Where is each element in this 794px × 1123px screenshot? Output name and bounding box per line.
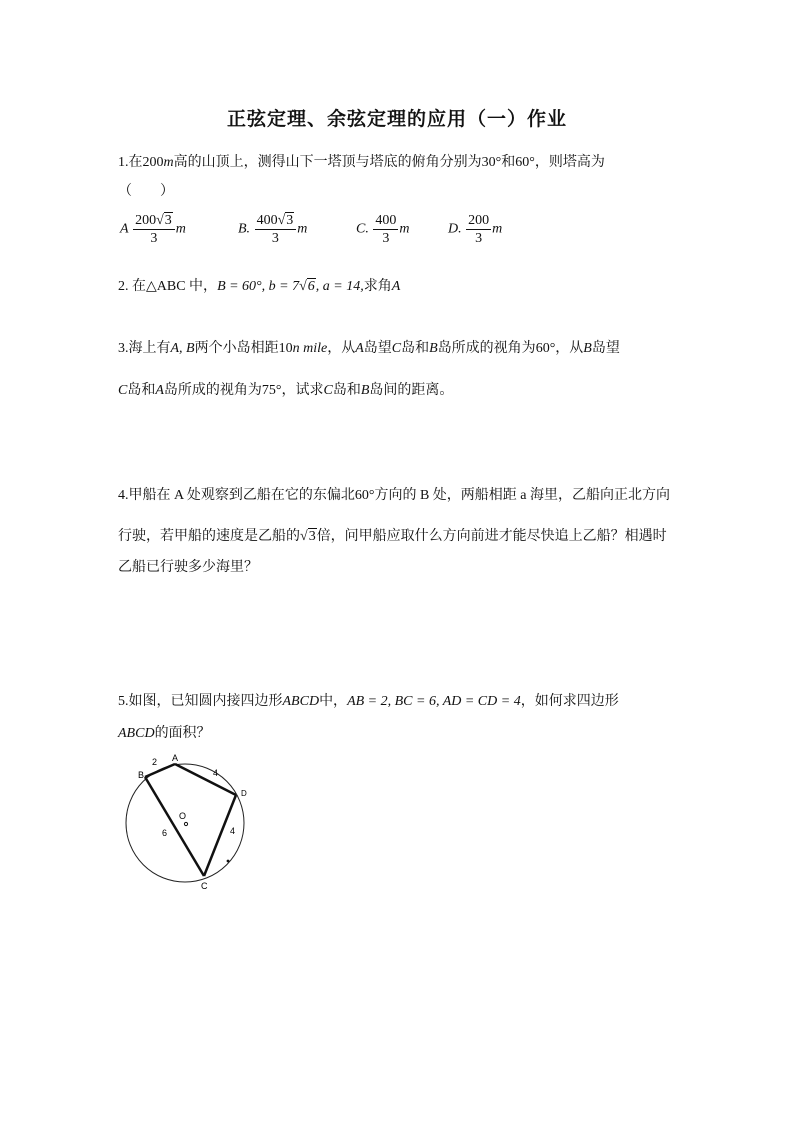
fraction: $\frac{400√3}{3}$: [255, 212, 297, 247]
page-title: 正弦定理、余弦定理的应用（一）作业: [226, 108, 567, 130]
center-point: [184, 822, 187, 825]
q1-text: 高的山顶上，测得山下一塔顶与塔底的俯角分别为: [173, 155, 482, 170]
question-5-line-2: [118, 722, 211, 742]
q3-text: 岛望: [591, 341, 620, 356]
radicand: 3: [164, 213, 172, 228]
fraction: [373, 212, 398, 247]
side-length-cd: 4: [230, 826, 236, 836]
q3-text: 两个小岛相距: [194, 341, 279, 356]
q3-var: B: [429, 341, 438, 356]
choice-unit: m: [297, 221, 308, 237]
q2-text: 2. 在△ABC 中，: [118, 279, 218, 294]
q3-unit: n mile: [292, 341, 328, 356]
q3-var: C: [323, 383, 333, 398]
question-1-line-1: [118, 151, 605, 171]
choice-unit: m: [399, 221, 410, 237]
q1-choice-d: [448, 212, 502, 247]
q2-variable: A: [391, 279, 401, 294]
q3-angle: 75°: [261, 383, 282, 398]
q1-angle-1: 30°: [481, 155, 502, 170]
q3-var: A: [355, 341, 364, 356]
q5-text: 的面积？: [154, 726, 211, 741]
choice-label: D.: [448, 221, 462, 237]
q4-text: 4.甲船在 A 处观察到乙船在它的东偏北: [118, 488, 355, 503]
q4-text: 行驶，若甲船的速度是乙船的: [118, 529, 300, 544]
choice-unit: m: [175, 221, 186, 237]
vertex-label-a: A: [172, 753, 179, 763]
q1-angle-2: 60°: [515, 155, 535, 170]
q3-text: ，试求: [281, 383, 324, 398]
q2-condition: B = 60°, b = 7: [217, 279, 300, 294]
q1-choice-a: [120, 212, 186, 247]
side-length-bc: 6: [162, 828, 168, 838]
question-4-line-2: 行驶，若甲船的速度是乙船的√3倍，问甲船应取什么方向前进才能尽快追上乙船？相遇时: [118, 529, 667, 544]
q1-height: 200: [142, 155, 164, 170]
q3-text: 岛间的距离。: [369, 383, 454, 398]
q5-quad: ABCD: [118, 726, 155, 741]
vertex-label-b: B: [138, 770, 145, 780]
question-4-line-1: [118, 484, 670, 504]
side-bc: [145, 777, 204, 876]
q1-text: 和: [501, 155, 516, 170]
vertex-label-d: D: [241, 789, 247, 798]
radicand: 3: [286, 213, 294, 228]
denominator: 3: [382, 231, 390, 246]
question-2: 2. 在△ABC 中，B = 60°, b = 7√6, a = 14,求角A: [118, 279, 401, 294]
arc-point: [227, 860, 230, 863]
denominator: 3: [271, 231, 279, 246]
question-1-paren: （ ）: [118, 184, 174, 199]
q3-var: B: [583, 341, 592, 356]
question-3-line-2: [118, 379, 453, 399]
q1-choice-c: [356, 212, 409, 247]
q4-radicand: 3: [308, 529, 316, 544]
q5-text: ，如何求四边形: [520, 694, 619, 709]
q4-text: 方向的 B 处，两船相距 a 海里，乙船向正北方向: [374, 488, 671, 503]
q1-text: 1.在: [118, 155, 143, 170]
q5-text: 5.如图，已知圆内接四边形: [118, 694, 283, 709]
q3-text: 岛所成的视角为: [437, 341, 536, 356]
choice-label: C.: [356, 221, 369, 237]
fraction: $\frac{200√3}{3}$: [133, 212, 175, 247]
q3-var: A: [155, 383, 164, 398]
q3-text: 岛所成的视角为: [163, 383, 262, 398]
cyclic-quadrilateral-figure: [115, 748, 260, 898]
q2-text: 求角: [363, 279, 392, 294]
q1-text: ，则塔高为: [534, 155, 605, 170]
vertex-label-c: C: [201, 881, 208, 891]
q3-text: 岛和: [332, 383, 361, 398]
side-ad: [175, 764, 236, 795]
q3-distance: 10: [278, 341, 293, 356]
numerator: 400: [256, 213, 278, 228]
q3-text: 3.海上有: [118, 341, 171, 356]
question-5-line-1: [118, 690, 619, 710]
q3-text: ，从: [327, 341, 356, 356]
q3-angle: 60°: [535, 341, 556, 356]
q3-var: C: [391, 341, 402, 356]
q4-text: 倍，问甲船应取什么方向前进才能尽快追上乙船？相遇时: [316, 529, 667, 544]
side-length-ab: 2: [152, 757, 158, 767]
q3-text: ，从: [555, 341, 584, 356]
q3-var: A, B: [170, 341, 195, 356]
choice-unit: m: [492, 221, 503, 237]
side-length-ad: 4: [213, 768, 219, 778]
q2-condition: , a = 14,: [315, 279, 364, 294]
q3-text: 岛望: [363, 341, 392, 356]
side-ab: [145, 764, 175, 777]
choice-label: A: [120, 221, 129, 237]
q5-quad: ABCD: [282, 694, 320, 709]
question-3-line-1: [118, 337, 620, 357]
numerator: 400: [375, 213, 397, 228]
q5-text: 中，: [319, 694, 348, 709]
q1-unit: m: [163, 155, 174, 170]
numerator: 200: [135, 213, 157, 228]
denominator: 3: [150, 231, 158, 246]
numerator: 200: [468, 213, 490, 228]
q3-text: 岛和: [127, 383, 156, 398]
denominator: 3: [475, 231, 483, 246]
choice-label: B.: [238, 221, 251, 237]
q3-text: 岛和: [401, 341, 430, 356]
q4-angle: 60°: [354, 488, 375, 503]
center-label-o: O: [179, 811, 187, 821]
fraction: [466, 212, 491, 247]
q3-var: C: [118, 383, 128, 398]
q2-radicand: 6: [307, 279, 315, 294]
q3-var: B: [360, 383, 370, 398]
question-4-line-3: 乙船已行驶多少海里？: [118, 560, 258, 575]
q5-condition: AB = 2, BC = 6, AD = CD = 4: [347, 694, 521, 709]
q1-choice-b: [238, 212, 307, 247]
